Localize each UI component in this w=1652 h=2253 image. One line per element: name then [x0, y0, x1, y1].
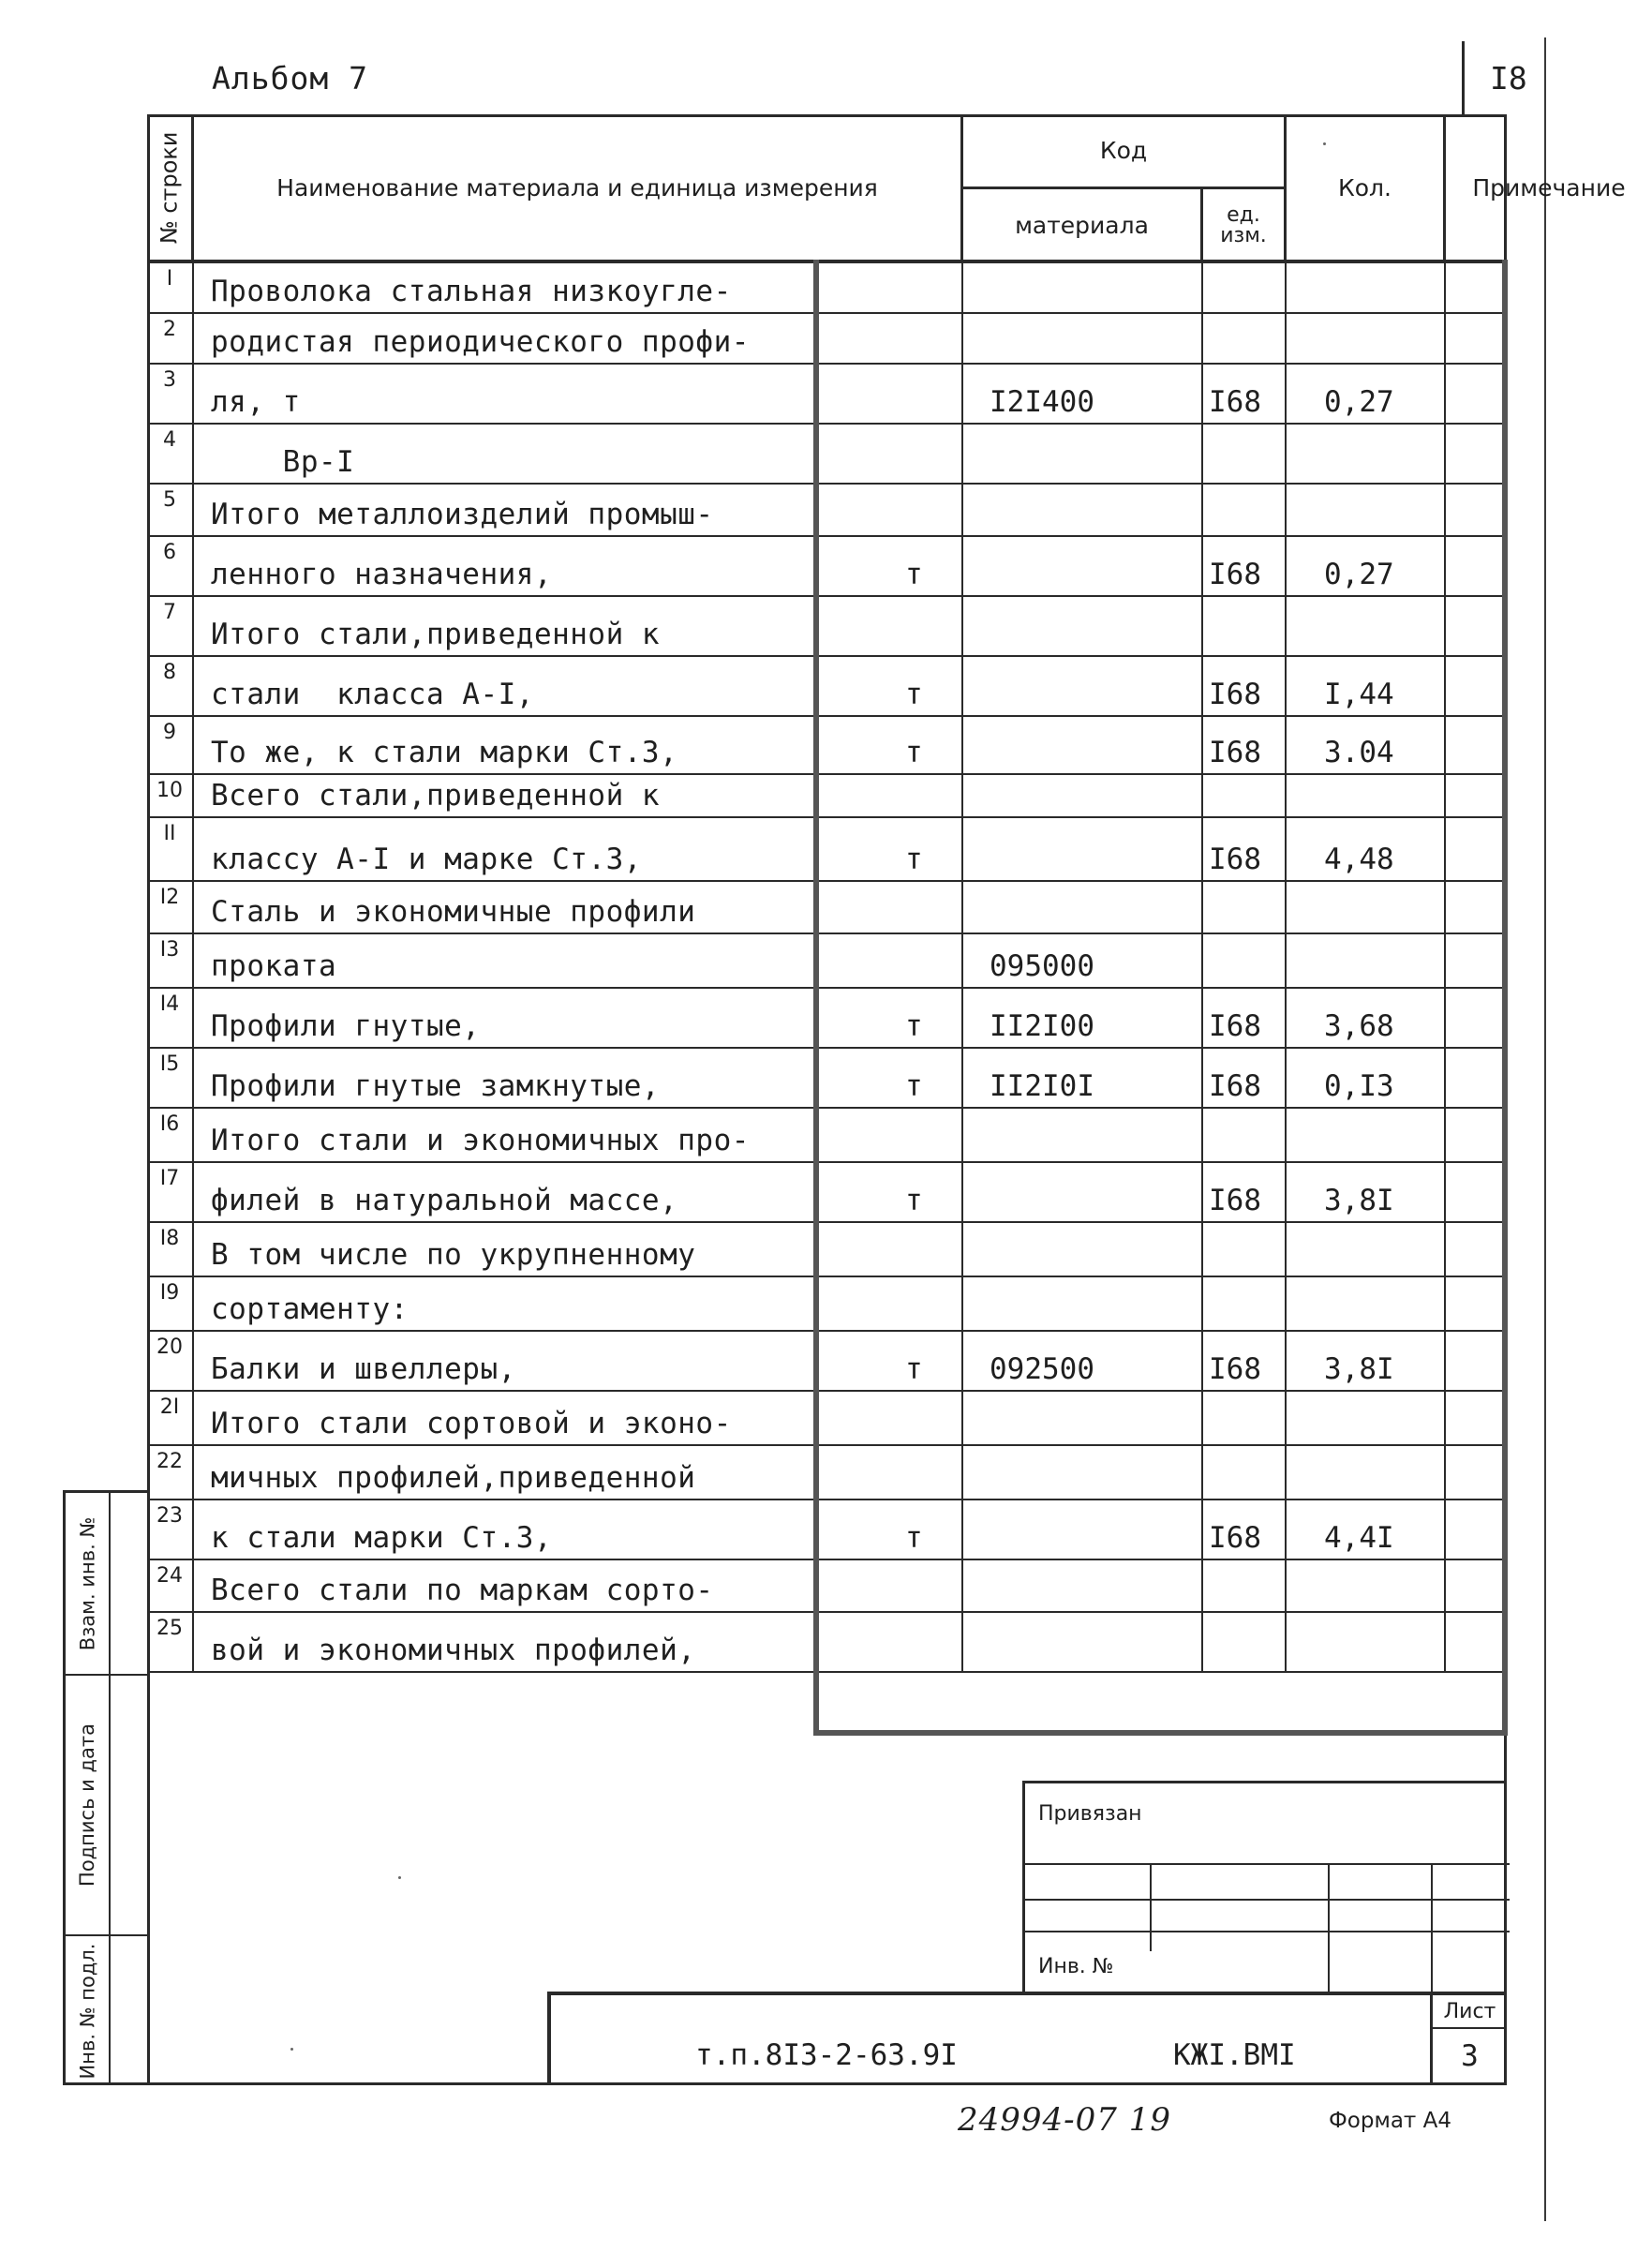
- row-name-cell: [194, 1332, 963, 1390]
- row-name-cell: [194, 657, 963, 715]
- row-number: I: [147, 263, 194, 312]
- strip-signature-date-label-box: [66, 1676, 111, 1934]
- row-unit-code: [1203, 1109, 1287, 1161]
- row-name: Всего стали,приведенной к: [211, 779, 661, 813]
- row-name-cell: [194, 775, 963, 816]
- row-name: В том числе по укрупненному: [211, 1238, 696, 1272]
- row-unit-code: I68: [1203, 1500, 1287, 1559]
- row-unit-code: I68: [1203, 989, 1287, 1047]
- row-material-code: II2I0I: [963, 1049, 1203, 1107]
- header-row-number-label: № строки: [156, 131, 183, 245]
- row-quantity: [1287, 1446, 1446, 1499]
- row-quantity: 3,8I: [1287, 1163, 1446, 1221]
- sheet-value: 3: [1461, 2039, 1479, 2073]
- row-note: [1446, 1163, 1507, 1221]
- row-name: Профили гнутые,: [211, 1009, 481, 1043]
- row-name-cell: [194, 1223, 963, 1276]
- row-quantity: [1287, 775, 1446, 816]
- row-material-code: [963, 1163, 1203, 1221]
- row-name-cell: [194, 263, 963, 312]
- row-name-cell: [194, 882, 963, 933]
- data-frame-bottom: [813, 1730, 1508, 1736]
- row-name: Итого стали и экономичных про-: [211, 1124, 750, 1157]
- row-note: [1446, 818, 1507, 880]
- row-note: [1446, 1613, 1507, 1671]
- table-row: [147, 1500, 1507, 1560]
- row-note: [1446, 263, 1507, 312]
- row-note: [1446, 485, 1507, 535]
- row-material-code: [963, 1613, 1203, 1671]
- row-material-code: I2I400: [963, 365, 1203, 423]
- row-material-code: [963, 818, 1203, 880]
- row-quantity: [1287, 1277, 1446, 1330]
- row-quantity: [1287, 485, 1446, 535]
- row-note: [1446, 1500, 1507, 1559]
- header-row-number: [147, 114, 194, 261]
- header-code-unit: ед. изм.: [1203, 189, 1287, 261]
- row-quantity: [1287, 1223, 1446, 1276]
- strip-original-inv-label: Инв. № подл.: [76, 1943, 99, 2079]
- row-material-code: [963, 1109, 1203, 1161]
- row-unit: т: [905, 1521, 924, 1555]
- row-name: Итого стали,приведенной к: [211, 618, 661, 651]
- row-number: 2: [147, 314, 194, 363]
- row-unit-code: [1203, 1446, 1287, 1499]
- strip-replace-inv-label-box: [66, 1493, 111, 1674]
- row-quantity: 0,27: [1287, 537, 1446, 595]
- strip-original-inv-label-box: [66, 1936, 111, 2085]
- row-name: Вр-I: [211, 445, 355, 479]
- table-row: [147, 934, 1507, 989]
- strip-replace-inv: [66, 1493, 147, 1676]
- row-note: [1446, 537, 1507, 595]
- row-name: родистая периодического профи-: [211, 325, 750, 359]
- privyazan-cell: [1022, 1781, 1507, 1863]
- row-number: 8: [147, 657, 194, 715]
- row-number: I7: [147, 1163, 194, 1221]
- row-unit-code: I68: [1203, 818, 1287, 880]
- row-unit-code: [1203, 1392, 1287, 1444]
- scan-speck: [1323, 142, 1326, 145]
- row-number: I3: [147, 934, 194, 987]
- row-material-code: 095000: [963, 934, 1203, 987]
- row-name: сортаменту:: [211, 1292, 409, 1326]
- table-row: [147, 485, 1507, 537]
- row-name-cell: [194, 1446, 963, 1499]
- row-name: То же, к стали марки Ст.3,: [211, 736, 678, 769]
- table-row: [147, 1613, 1507, 1673]
- row-number: 5: [147, 485, 194, 535]
- row-name: Профили гнутые замкнутые,: [211, 1069, 661, 1103]
- row-number: 24: [147, 1560, 194, 1611]
- table-row: [147, 1277, 1507, 1332]
- table-row: [147, 365, 1507, 425]
- table-row: [147, 1049, 1507, 1109]
- row-unit-code: [1203, 425, 1287, 483]
- header-quantity: Кол.: [1287, 114, 1446, 261]
- table-row: [147, 818, 1507, 882]
- row-unit-code: [1203, 597, 1287, 655]
- row-number: 20: [147, 1332, 194, 1390]
- table-row: [147, 597, 1507, 657]
- row-number: 22: [147, 1446, 194, 1499]
- row-number: I8: [147, 1223, 194, 1276]
- row-note: [1446, 425, 1507, 483]
- row-unit-code: I68: [1203, 1049, 1287, 1107]
- row-note: [1446, 989, 1507, 1047]
- row-quantity: [1287, 263, 1446, 312]
- row-unit-code: [1203, 882, 1287, 933]
- row-quantity: [1287, 882, 1446, 933]
- table-row: [147, 314, 1507, 365]
- row-number: 2I: [147, 1392, 194, 1444]
- header-name: Наименование материала и единица измерения: [194, 114, 963, 261]
- row-quantity: [1287, 934, 1446, 987]
- row-quantity: 3,8I: [1287, 1332, 1446, 1390]
- row-note: [1446, 1446, 1507, 1499]
- row-unit: т: [905, 1009, 924, 1043]
- row-unit-code: I68: [1203, 657, 1287, 715]
- row-unit-code: [1203, 314, 1287, 363]
- data-frame-left: [813, 260, 819, 1736]
- table-row: [147, 1223, 1507, 1277]
- row-unit-code: [1203, 1560, 1287, 1611]
- table-body: [147, 263, 1507, 1673]
- title-block: [1022, 1781, 1507, 1992]
- row-unit-code: [1203, 775, 1287, 816]
- row-unit: т: [905, 558, 924, 591]
- row-note: [1446, 882, 1507, 933]
- row-unit: т: [905, 1184, 924, 1217]
- row-quantity: 0,I3: [1287, 1049, 1446, 1107]
- table-row: [147, 882, 1507, 934]
- row-note: [1446, 1560, 1507, 1611]
- row-name-cell: [194, 934, 963, 987]
- data-frame-right: [1502, 260, 1508, 1736]
- row-name-cell: [194, 1613, 963, 1671]
- row-material-code: [963, 1560, 1203, 1611]
- table-row: [147, 1560, 1507, 1613]
- row-quantity: I,44: [1287, 657, 1446, 715]
- header-code: Код: [963, 114, 1287, 189]
- row-name-cell: [194, 1049, 963, 1107]
- row-name-cell: [194, 1109, 963, 1161]
- table-row: [147, 425, 1507, 485]
- row-name-cell: [194, 1560, 963, 1611]
- row-unit-code: [1203, 1223, 1287, 1276]
- row-number: 7: [147, 597, 194, 655]
- table-row: [147, 1109, 1507, 1163]
- row-name: Итого металлоизделий промыш-: [211, 498, 714, 531]
- title-block-grid: [1022, 1863, 1507, 1992]
- row-unit: т: [905, 678, 924, 711]
- right-margin-line: [1544, 37, 1546, 2221]
- row-name-cell: [194, 485, 963, 535]
- album-title: Альбом 7: [212, 60, 368, 97]
- sheet-box: [1430, 1995, 1507, 2085]
- row-number: I2: [147, 882, 194, 933]
- row-name: стали класса А-I,: [211, 678, 534, 711]
- row-name: ля, т: [211, 385, 301, 419]
- row-material-code: [963, 657, 1203, 715]
- row-name-cell: [194, 1500, 963, 1559]
- row-number: 10: [147, 775, 194, 816]
- sheet-number-divider: [1462, 41, 1465, 116]
- row-quantity: 3.04: [1287, 717, 1446, 773]
- row-unit: т: [905, 843, 924, 876]
- row-number: 9: [147, 717, 194, 773]
- row-name: мичных профилей,приведенной: [211, 1461, 696, 1495]
- row-unit-code: I68: [1203, 1163, 1287, 1221]
- row-note: [1446, 314, 1507, 363]
- row-number: I4: [147, 989, 194, 1047]
- tb-line: [1025, 1931, 1510, 1932]
- row-note: [1446, 775, 1507, 816]
- handwritten-number: 24994-07 19: [958, 2101, 1171, 2139]
- table-row: [147, 537, 1507, 597]
- row-unit: т: [905, 1352, 924, 1386]
- row-unit-code: [1203, 485, 1287, 535]
- document-code: т.п.8I3-2-63.9I: [695, 2038, 958, 2072]
- row-quantity: [1287, 314, 1446, 363]
- row-quantity: [1287, 425, 1446, 483]
- row-name-cell: [194, 597, 963, 655]
- table-row: [147, 1446, 1507, 1500]
- row-name-cell: [194, 537, 963, 595]
- row-number: I5: [147, 1049, 194, 1107]
- table-row: [147, 989, 1507, 1049]
- strip-signature-date: [66, 1676, 147, 1936]
- table-row: [147, 263, 1507, 314]
- row-material-code: [963, 263, 1203, 312]
- row-name-cell: [194, 717, 963, 773]
- strip-replace-inv-label: Взам. инв. №: [76, 1516, 98, 1650]
- row-quantity: [1287, 597, 1446, 655]
- row-name-cell: [194, 365, 963, 423]
- row-unit-code: [1203, 934, 1287, 987]
- row-material-code: [963, 775, 1203, 816]
- row-name-cell: [194, 818, 963, 880]
- table-row: [147, 657, 1507, 717]
- table-row: [147, 1163, 1507, 1223]
- table-row: [147, 1392, 1507, 1446]
- row-note: [1446, 1223, 1507, 1276]
- row-material-code: [963, 314, 1203, 363]
- row-note: [1446, 1109, 1507, 1161]
- header-code-material: материала: [963, 189, 1203, 261]
- row-name: вой и экономичных профилей,: [211, 1634, 696, 1667]
- row-unit-code: I68: [1203, 537, 1287, 595]
- row-name: филей в натуральной массе,: [211, 1184, 678, 1217]
- document-mark: КЖI.ВМI: [1173, 2038, 1296, 2072]
- row-name-cell: [194, 989, 963, 1047]
- row-note: [1446, 1049, 1507, 1107]
- row-number: 6: [147, 537, 194, 595]
- row-name: Итого стали сортовой и эконо-: [211, 1407, 732, 1440]
- row-material-code: [963, 425, 1203, 483]
- row-quantity: [1287, 1392, 1446, 1444]
- privyazan-label: Привязан: [1038, 1802, 1142, 1826]
- row-quantity: 3,68: [1287, 989, 1446, 1047]
- row-name-cell: [194, 1277, 963, 1330]
- row-material-code: [963, 1446, 1203, 1499]
- row-name: Сталь и экономичные профили: [211, 895, 696, 929]
- row-name: классу А-I и марке Ст.3,: [211, 843, 642, 876]
- tb-vline: [1328, 1863, 1330, 1992]
- row-note: [1446, 1392, 1507, 1444]
- tb-vline: [1150, 1863, 1152, 1951]
- table-header: [147, 114, 1626, 261]
- table-row: [147, 717, 1507, 775]
- row-number: I6: [147, 1109, 194, 1161]
- row-unit-code: [1203, 1613, 1287, 1671]
- row-material-code: [963, 1500, 1203, 1559]
- row-name-cell: [194, 314, 963, 363]
- tb-vline: [1431, 1863, 1433, 1992]
- row-unit: т: [905, 736, 924, 769]
- row-note: [1446, 717, 1507, 773]
- row-unit-code: [1203, 1277, 1287, 1330]
- row-name: к стали марки Ст.3,: [211, 1521, 553, 1555]
- row-number: 25: [147, 1613, 194, 1671]
- row-material-code: [963, 1277, 1203, 1330]
- row-material-code: [963, 1392, 1203, 1444]
- strip-signature-date-label: Подпись и дата: [76, 1723, 99, 1887]
- row-quantity: [1287, 1560, 1446, 1611]
- row-quantity: [1287, 1109, 1446, 1161]
- row-unit-code: [1203, 263, 1287, 312]
- row-quantity: 4,4I: [1287, 1500, 1446, 1559]
- row-unit-code: I68: [1203, 1332, 1287, 1390]
- row-number: 3: [147, 365, 194, 423]
- row-quantity: 4,48: [1287, 818, 1446, 880]
- row-material-code: 092500: [963, 1332, 1203, 1390]
- row-unit-code: I68: [1203, 365, 1287, 423]
- row-note: [1446, 365, 1507, 423]
- scan-speck: [398, 1876, 401, 1879]
- row-name: ленного назначения,: [211, 558, 553, 591]
- row-number: II: [147, 818, 194, 880]
- row-material-code: [963, 537, 1203, 595]
- row-number: 23: [147, 1500, 194, 1559]
- left-stamp-strip: [63, 1490, 147, 2085]
- strip-original-inv: [66, 1936, 147, 2085]
- row-material-code: [963, 597, 1203, 655]
- tb-line: [1025, 1863, 1510, 1865]
- row-quantity: [1287, 1613, 1446, 1671]
- row-name: Проволока стальная низкоугле-: [211, 275, 732, 308]
- table-row: [147, 1332, 1507, 1392]
- row-unit: т: [905, 1069, 924, 1103]
- row-note: [1446, 1332, 1507, 1390]
- scan-speck: [290, 2048, 293, 2051]
- row-name-cell: [194, 425, 963, 483]
- header-note: Примечание: [1472, 174, 1626, 201]
- row-name-cell: [194, 1392, 963, 1444]
- row-number: 4: [147, 425, 194, 483]
- row-name-cell: [194, 1163, 963, 1221]
- format-label: Формат А4: [1329, 2109, 1451, 2133]
- row-quantity: 0,27: [1287, 365, 1446, 423]
- row-name: проката: [211, 949, 337, 983]
- document-stamp: [547, 1992, 1507, 2085]
- row-name: Всего стали по маркам сорто-: [211, 1574, 714, 1607]
- row-note: [1446, 1277, 1507, 1330]
- row-material-code: [963, 717, 1203, 773]
- table-row: [147, 775, 1507, 818]
- sheet-label: Лист: [1433, 1995, 1507, 2029]
- row-note: [1446, 597, 1507, 655]
- row-name: Балки и швеллеры,: [211, 1352, 516, 1386]
- row-unit-code: I68: [1203, 717, 1287, 773]
- tb-line: [1025, 1899, 1510, 1901]
- row-note: [1446, 657, 1507, 715]
- row-material-code: [963, 485, 1203, 535]
- row-number: I9: [147, 1277, 194, 1330]
- row-material-code: [963, 882, 1203, 933]
- sheet-number-top: I8: [1490, 60, 1527, 97]
- inv-no-label: Инв. №: [1038, 1955, 1114, 1978]
- row-material-code: [963, 1223, 1203, 1276]
- row-note: [1446, 934, 1507, 987]
- row-material-code: II2I00: [963, 989, 1203, 1047]
